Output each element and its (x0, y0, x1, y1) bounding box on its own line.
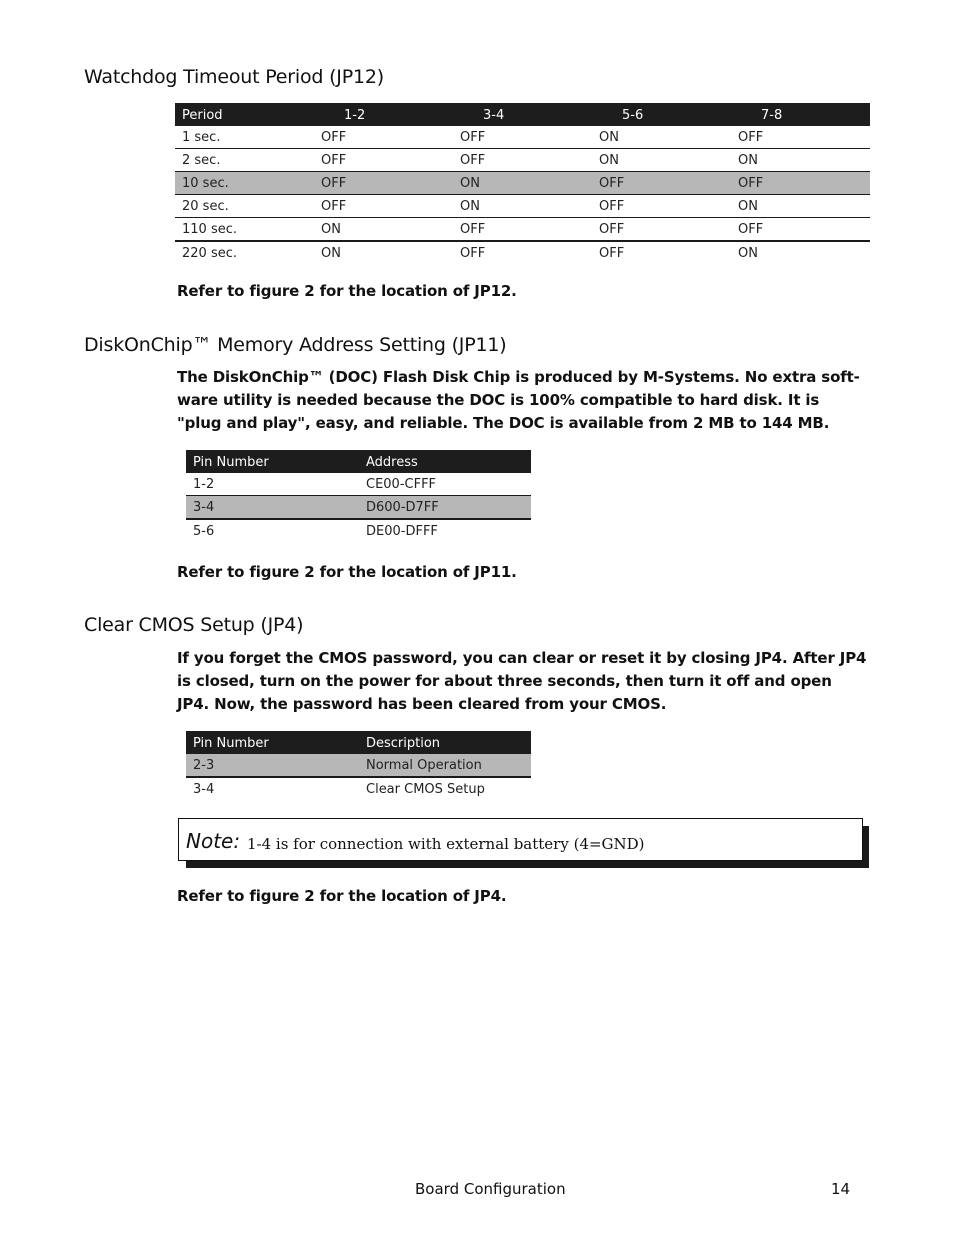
cmos-paragraph: If you forget the CMOS password, you can clear or reset it by closing JP4. After JP4 is closed, turn on the power for about three seconds, then turn it off and open JP4. Now, the password has been cleared from your CMOS. (177, 649, 867, 713)
footer-section-title: Board Configuration (415, 1180, 566, 1198)
table-cell: ON (453, 172, 592, 195)
table-cell: D600-D7FF (359, 496, 531, 520)
refer-note-jp11: Refer to figure 2 for the location of JP11. (177, 563, 517, 581)
table-row (186, 519, 531, 542)
section-heading-diskonchip: DiskOnChip™ Memory Address Setting (JP11) (84, 334, 507, 356)
table-cell: ON (592, 149, 731, 172)
section-heading-cmos: Clear CMOS Setup (JP4) (84, 614, 304, 636)
column-header: Address (359, 450, 531, 473)
table-cell: ON (738, 246, 758, 261)
table-cell: ON (731, 149, 870, 172)
table-cell: ON (731, 195, 870, 218)
table-cell: OFF (314, 195, 453, 218)
table-cell: OFF (599, 246, 625, 261)
column-header: Period (175, 103, 314, 126)
table-cell: OFF (731, 218, 870, 242)
table-row (175, 149, 870, 172)
table-row (175, 218, 870, 242)
table-cell: OFF (731, 172, 870, 195)
table-header-row (175, 103, 870, 126)
refer-note-jp12: Refer to figure 2 for the location of JP12. (177, 282, 517, 300)
column-header: Pin Number (186, 731, 359, 754)
table-cell: 10 sec. (175, 172, 314, 195)
table-cell: OFF (592, 218, 731, 242)
section-heading-watchdog: Watchdog Timeout Period (JP12) (84, 66, 384, 88)
table-cell: 2-3 (186, 754, 359, 777)
table-cell: 1-2 (186, 473, 359, 496)
table-cell: Normal Operation (359, 754, 531, 777)
table-cell: 220 sec. (182, 246, 237, 261)
table-cell: OFF (592, 195, 731, 218)
diskonchip-address-table (186, 450, 531, 542)
table-cell: ON (321, 246, 341, 261)
table-row (175, 172, 870, 195)
table-row (186, 496, 531, 520)
table-header-row (186, 450, 531, 473)
page-number: 14 (831, 1180, 851, 1198)
column-header: 7-8 (731, 103, 870, 126)
table-cell: OFF (453, 149, 592, 172)
refer-note-jp4: Refer to figure 2 for the location of JP4. (177, 887, 507, 905)
table-cell: 3-4 (186, 496, 359, 520)
table-row (186, 777, 531, 800)
column-header: Description (359, 731, 531, 754)
table-cell: OFF (453, 126, 592, 149)
note-text: 1-4 is for connection with external battery (4=GND) (247, 835, 645, 853)
note-box (178, 818, 863, 861)
table-cell: ON (314, 218, 453, 242)
table-row (175, 195, 870, 218)
table-row (186, 473, 531, 496)
table-cell: 2 sec. (175, 149, 314, 172)
table-cell: 20 sec. (175, 195, 314, 218)
column-header: 5-6 (592, 103, 731, 126)
table-cell: 5-6 (193, 524, 215, 539)
table-cell: OFF (460, 246, 486, 261)
table-cell: ON (592, 126, 731, 149)
table-cell: 110 sec. (175, 218, 314, 242)
table-cell: OFF (314, 149, 453, 172)
table-cell: OFF (731, 126, 870, 149)
column-header: Pin Number (186, 450, 359, 473)
column-header: 1-2 (314, 103, 453, 126)
watchdog-table (175, 103, 870, 264)
table-cell: 3-4 (193, 782, 215, 797)
diskonchip-paragraph: The DiskOnChip™ (DOC) Flash Disk Chip is produced by M-Systems. No extra soft-ware utility is needed because the DOC is 100% compatible to hard disk. It is "plug and play", easy, and reliable. The DOC is available from 2 MB to 144 MB. (177, 368, 860, 432)
table-cell: OFF (314, 172, 453, 195)
table-cell: CE00-CFFF (359, 473, 531, 496)
table-row (175, 126, 870, 149)
table-row (175, 241, 870, 264)
column-header: 3-4 (453, 103, 592, 126)
table-cell: Clear CMOS Setup (366, 782, 485, 797)
table-header-row (186, 731, 531, 754)
table-cell: 1 sec. (175, 126, 314, 149)
table-cell: OFF (592, 172, 731, 195)
table-cell: ON (453, 195, 592, 218)
table-cell: OFF (453, 218, 592, 242)
table-cell: OFF (314, 126, 453, 149)
table-cell: DE00-DFFF (366, 524, 438, 539)
cmos-jumper-table (186, 731, 531, 800)
table-row (186, 754, 531, 777)
note-label: Note: (186, 829, 241, 853)
